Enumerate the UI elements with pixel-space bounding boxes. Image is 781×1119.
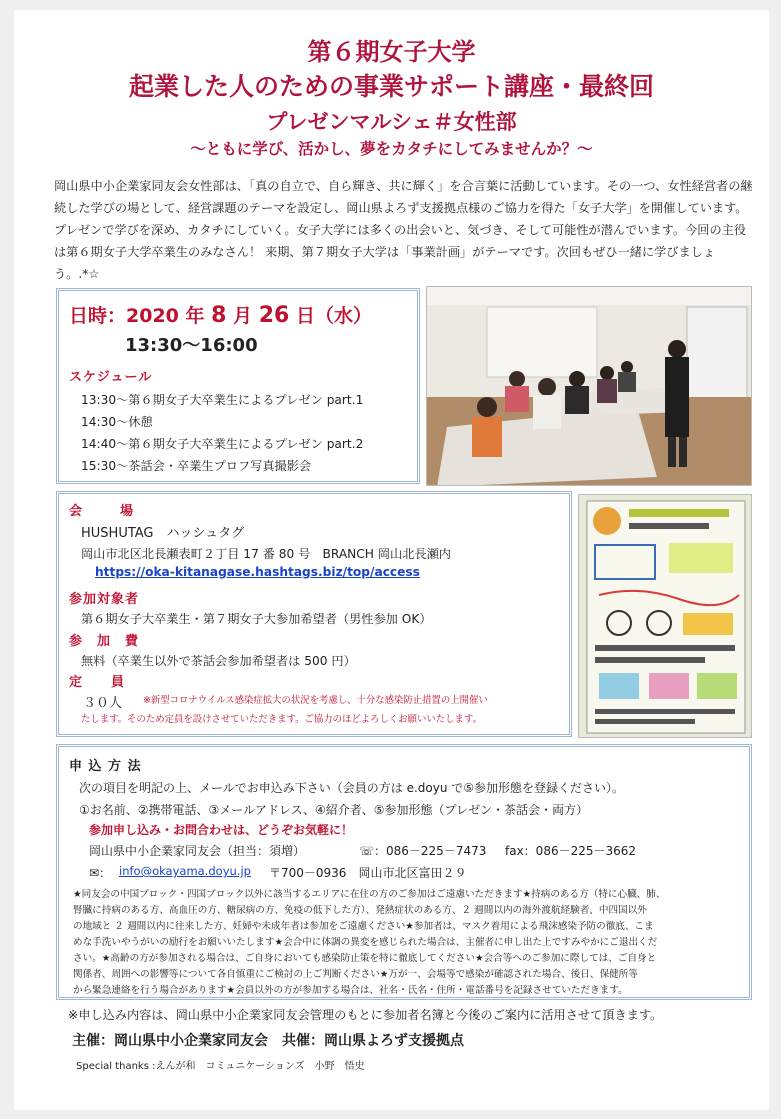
- schedule-item: 14:30～休憩: [81, 415, 153, 429]
- schedule-item: 14:40～第６期女子大卒業生によるプレゼン part.2: [81, 437, 364, 451]
- target-title: 参加対象者: [69, 592, 140, 607]
- title-line-3: プレゼンマルシェ＃女性部: [266, 110, 517, 134]
- capacity-count: ３０人: [83, 696, 123, 711]
- contact-org: 岡山県中小企業家同友会（担当：須増）: [89, 844, 306, 858]
- venue-address: 岡山市北区北長瀬表町２丁目 17 番 80 号 BRANCH 岡山北長瀬内: [81, 547, 451, 561]
- schedule-item: 13:30～第６期女子大卒業生によるプレゼン part.1: [81, 393, 364, 407]
- flyer-page: [14, 10, 769, 1110]
- notice-line: の地域と ２ 週間以内に往来した方、妊婦や未成年者は参加をご遠慮ください★参加者は、マスク着用による飛沫感染予防の徹底、こま: [73, 921, 654, 932]
- mail-icon: ✉：: [89, 866, 112, 880]
- notice-line: 腎臓に持病のある方、高血圧の方、糖尿病の方、免疫の低下した方）、発熱症状のある方、２ 週間以内の海外渡航経験者、中四国以外: [73, 905, 647, 916]
- event-date: 日時：2020 年 8 月 26 日（水）: [69, 303, 373, 328]
- notice-line: ★同友会の中国ブロック・四国ブロック以外に該当するエリアに在住の方のご参加はご遠慮いただきます★持病のある方（特に心臓、肺、: [73, 889, 666, 900]
- event-time: 13:30～16:00: [125, 335, 258, 356]
- subtitle: ～ともに学び、活かし、夢をカタチにしてみませんか？～: [190, 140, 593, 158]
- capacity-note: ※新型コロナウイルス感染症拡大の状況を考慮し、十分な感染防止措置の上開催い: [143, 695, 488, 706]
- target-text: 第６期女子大卒業生・第７期女子大参加希望者（男性参加 OK）: [81, 612, 432, 626]
- capacity-title: 定 員: [69, 675, 126, 690]
- intro-paragraph: 岡山県中小企業家同友会女性部は、「真の自立で、自ら輝き、共に輝く」を合言葉に活動しています。その一つ、女性経営者の継続した学びの場として、経営課題のテーマを設定し、岡山県よろず支援拠点様のご協力を得た「女子大学」を開催しています。プレゼンで学びを深め、カタチにしていく。女子大学には多くの出会いと、気づき、そして可能性が潜んでいます。今回の主役は第６期女子大学卒業生のみなさん！ 来期、第７期女子大学は「事業計画」がテーマです。次回もぜひ一緒に学びましょう。.*☆: [54, 179, 753, 281]
- seminar-photo-illustration: [427, 287, 752, 486]
- fee-text: 無料（卒業生以外で茶話会参加希望者は 500 円）: [81, 654, 356, 668]
- privacy-note: ※申し込み内容は、岡山県中小企業家同友会管理のもとに参加者名簿と今後のご案内に活用させて頂きます。: [68, 1008, 663, 1022]
- venue-url-link[interactable]: https://oka-kitanagase.hashtags.biz/top/access: [95, 565, 420, 579]
- venue-title: 会 場: [69, 504, 138, 519]
- date-box: [56, 288, 420, 484]
- graphic-record-illustration: [579, 495, 752, 738]
- capacity-note: たします。そのため定員を設けさせていただきます。ご協力のほどよろしくお願いいたします。: [81, 714, 482, 725]
- title-line-2: 起業した人のための事業サポート講座・最終回: [128, 72, 654, 101]
- contact-email-link[interactable]: info@okayama.doyu.jp: [119, 864, 251, 878]
- notice-line: さい。★高齢の方が参加される場合は、ご自身においても感染防止策を特に徹底してください★会合等へのご参加に際しては、ご自身と: [73, 953, 657, 964]
- organizer-line: 主催：岡山県中小企業家同友会 共催：岡山県よろず支援拠点: [72, 1033, 464, 1049]
- application-box: [56, 744, 752, 1000]
- schedule-title: スケジュール: [69, 370, 153, 385]
- contact-tel: ☏：086－225－7473: [359, 844, 487, 858]
- contact-fax: fax：086－225－3662: [505, 844, 637, 858]
- venue-name: HUSHUTAG ハッシュタグ: [81, 526, 245, 541]
- notice-line: 関係者、周囲への影響等について各自慎重にご検討の上ご判断ください★万が一、会場等で感染が確認された場合、後日、保健所等: [73, 969, 638, 980]
- details-box: [56, 491, 572, 737]
- apply-items: ①お名前、②携帯電話、③メールアドレス、④紹介者、⑤参加形態（プレゼン・茶話会・両方）: [79, 803, 589, 817]
- graphic-record-photo: [578, 494, 752, 738]
- fee-title: 参 加 費: [69, 634, 140, 649]
- apply-title: 申 込 方 法: [69, 759, 142, 774]
- special-thanks: Special thanks :えんが和 コミュニケーションズ 小野 悟史: [76, 1061, 365, 1072]
- schedule-item: 15:30～茶話会・卒業生プロフ写真撮影会: [81, 459, 312, 473]
- contact-address: 〒700－0936 岡山市北区富田２９: [269, 866, 467, 880]
- notice-line: から緊急連絡を行う場合があります★会員以外の方が参加する場合は、社名・氏名・住所・電話番号を記録させていただきます。: [73, 985, 628, 996]
- title-line-1: 第６期女子大学: [307, 38, 476, 66]
- notice-line: めな手洗いやうがいの励行をお願いいたします★会合中に体調の異変を感じられた場合は、主催者に申し出た上ですみやかにご退出くだ: [73, 937, 658, 948]
- apply-instructions: 次の項目を明記の上、メールでお申込み下さい（会員の方は e.doyu で⑤参加形態を登録ください）。: [79, 781, 625, 795]
- seminar-photo: [426, 286, 752, 486]
- apply-welcome: 参加申し込み・お問合わせは、どうぞお気軽に！: [89, 823, 354, 837]
